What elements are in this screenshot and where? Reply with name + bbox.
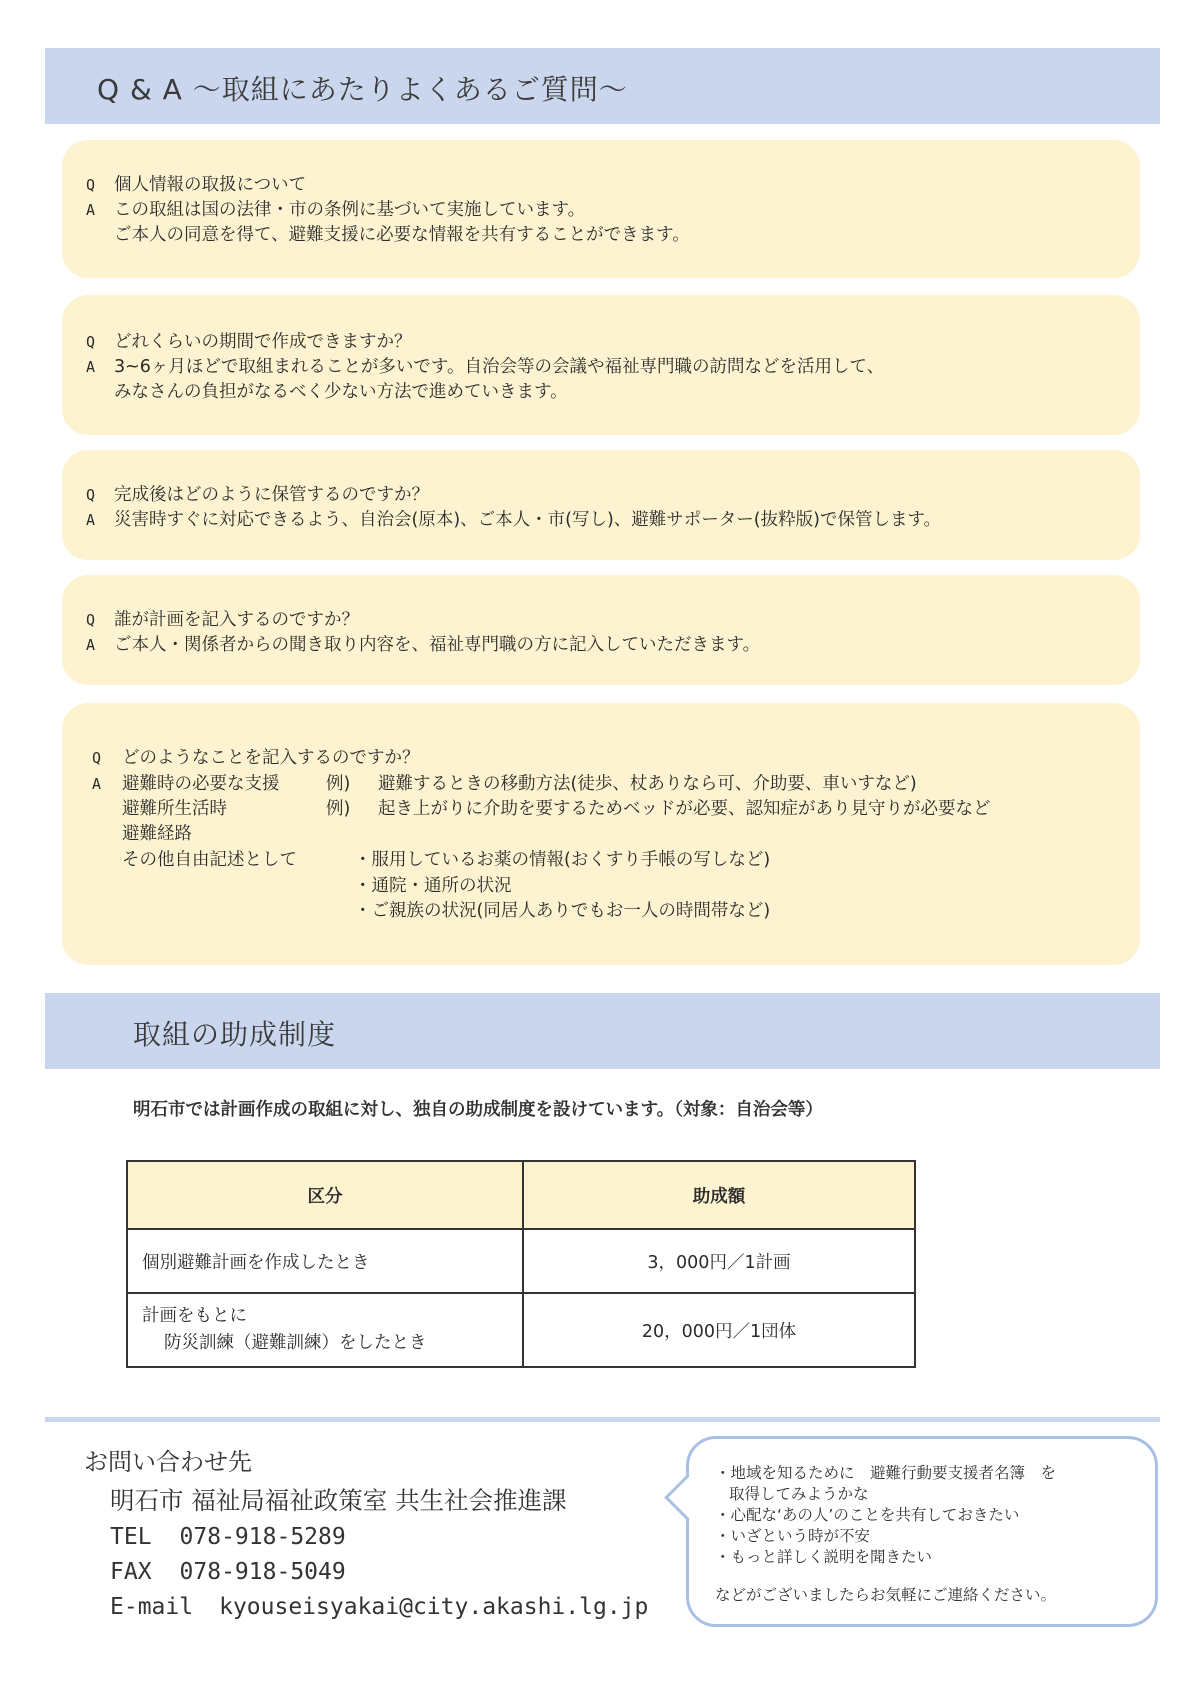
row-label: 避難所生活時 — [122, 799, 227, 819]
bubble-line: 取得してみようかな — [729, 1485, 869, 1503]
fax-label: FAX — [110, 1559, 152, 1585]
qa-item-1 — [86, 173, 690, 248]
qa-item-4 — [86, 608, 760, 658]
answer-text: みなさんの負担がなるべく少ない方法で進めていきます。 — [114, 382, 568, 402]
example-mark: 例) — [326, 799, 351, 819]
tel-label: TEL — [110, 1524, 152, 1550]
answer-text: 災害時すぐに対応できるよう、自治会(原本)、ご本人・市(写し)、避難サポーター(抜粋版)で保管します。 — [114, 510, 942, 530]
a-mark: A — [86, 358, 96, 376]
tel-number: 078-918-5289 — [179, 1524, 346, 1550]
row-label: 避難時の必要な支援 — [122, 774, 280, 794]
q-mark: Q — [92, 749, 102, 767]
bubble-line: ・もっと詳しく説明を聞きたい — [715, 1548, 933, 1566]
amount-cell: 3，000円／1計画 — [523, 1229, 915, 1293]
bullet-item: ・服用しているお薬の情報(おくすり手帳の写しなど) — [354, 850, 771, 870]
question-text: 誰が計画を記入するのですか？ — [114, 610, 359, 630]
question-text: 完成後はどのように保管するのですか？ — [114, 485, 429, 505]
a-mark: A — [86, 511, 96, 529]
qa-title: Q & A ～取組にあたりよくあるご質問～ — [97, 73, 628, 106]
table-row — [127, 1229, 915, 1293]
bubble-line: ・心配な‘あの人’のことを共有しておきたい — [715, 1506, 1020, 1524]
subsidy-title-banner — [45, 993, 1160, 1069]
email-line — [110, 1594, 648, 1620]
answer-text: ご本人の同意を得て、避難支援に必要な情報を共有することができます。 — [114, 225, 690, 245]
header-category: 区分 — [127, 1161, 523, 1229]
q-mark: Q — [86, 611, 96, 629]
tel-line — [110, 1524, 346, 1550]
bubble-line: ・地域を知るために 避難行動要支援者名簿 を — [715, 1464, 1057, 1482]
bubble-tail — [664, 1474, 711, 1521]
category-cell: 個別避難計画を作成したとき — [127, 1229, 523, 1293]
row-label: 避難経路 — [122, 824, 192, 844]
qa-item-3 — [86, 483, 941, 533]
bubble-footer: などがございましたらお気軽にご連絡ください。 — [715, 1586, 1057, 1604]
answer-text: この取組は国の法律・市の条例に基づいて実施しています。 — [114, 200, 586, 220]
answer-text: ご本人・関係者からの聞き取り内容を、福祉専門職の方に記入していただきます。 — [114, 635, 761, 655]
question-text: 個人情報の取扱について — [114, 175, 307, 195]
category-cell — [127, 1293, 523, 1367]
table-row — [127, 1293, 915, 1367]
email-label: E-mail — [110, 1594, 194, 1620]
subsidy-title: 取組の助成制度 — [133, 1018, 337, 1051]
footer-divider — [45, 1417, 1160, 1422]
bullet-item: ・通院・通所の状況 — [354, 876, 512, 896]
bullet-item: ・ご親族の状況(同居人ありでもお一人の時間帯など) — [354, 901, 771, 921]
a-mark: A — [86, 201, 96, 219]
contact-heading: お問い合わせ先 — [84, 1448, 252, 1476]
header-amount: 助成額 — [523, 1161, 915, 1229]
table-header-row — [127, 1161, 915, 1229]
qa-card-5 — [62, 703, 1140, 965]
amount-cell: 20，000円／1団体 — [523, 1293, 915, 1367]
subsidy-intro: 明石市では計画作成の取組に対し、独自の助成制度を設けています。（対象：自治会等） — [133, 1100, 823, 1120]
row-text: 避難するときの移動方法(徒歩、杖ありなら可、介助要、車いすなど) — [378, 774, 917, 794]
qa-item-2 — [86, 330, 884, 405]
category-line: 防災訓練（避難訓練）をしたとき — [164, 1333, 427, 1353]
bubble-line: ・いざという時が不安 — [715, 1527, 871, 1545]
email-address: kyouseisyakai@city.akashi.lg.jp — [219, 1594, 649, 1620]
answer-text: 3~6ヶ月ほどで取組まれることが多いです。自治会等の会議や福祉専門職の訪問などを活用して、 — [114, 357, 885, 377]
q-mark: Q — [86, 176, 96, 194]
row-text: 起き上がりに介助を要するためベッドが必要、認知症があり見守りが必要など — [378, 799, 991, 819]
fax-line — [110, 1559, 346, 1585]
a-mark: A — [92, 775, 102, 793]
contact-department: 明石市 福祉局福祉政策室 共生社会推進課 — [110, 1486, 567, 1515]
q-mark: Q — [86, 486, 96, 504]
qa-title-banner — [45, 48, 1160, 124]
a-mark: A — [86, 636, 96, 654]
speech-bubble — [686, 1436, 1158, 1627]
question-text: どれくらいの期間で作成できますか？ — [114, 332, 412, 352]
fax-number: 078-918-5049 — [179, 1559, 346, 1585]
q-mark: Q — [86, 333, 96, 351]
category-line: 計画をもとに — [142, 1306, 247, 1326]
row-label: その他自由記述として — [122, 850, 297, 870]
example-mark: 例) — [326, 774, 351, 794]
question-text: どのようなことを記入するのですか？ — [122, 748, 420, 768]
subsidy-table — [126, 1160, 916, 1368]
